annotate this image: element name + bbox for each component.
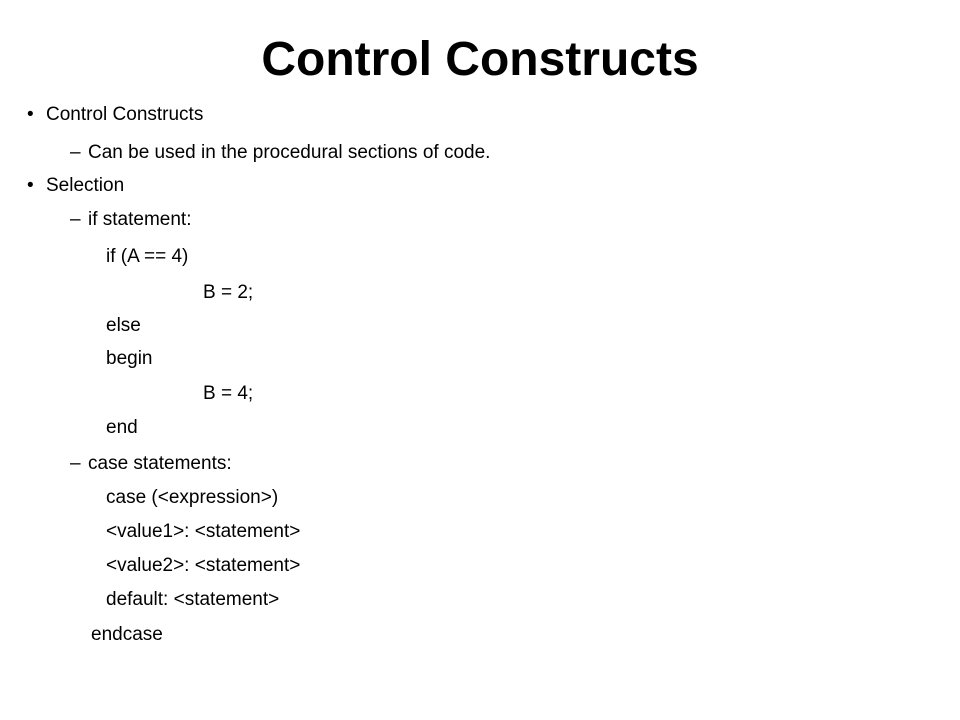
code-line: default: <statement> [106, 589, 280, 610]
code-line: endcase [91, 624, 163, 645]
sub-bullet-if-statement: if statement: [88, 209, 192, 230]
bullet-marker: • [27, 104, 34, 125]
dash-marker: – [70, 209, 81, 230]
dash-marker: – [70, 453, 81, 474]
code-line: begin [106, 348, 153, 369]
bullet-control-constructs: Control Constructs [46, 104, 204, 125]
code-line: case (<expression>) [106, 487, 279, 508]
code-line: <value1>: <statement> [106, 521, 301, 542]
code-line: end [106, 417, 138, 438]
code-line: B = 2; [203, 282, 254, 303]
code-line: B = 4; [203, 383, 254, 404]
dash-marker: – [70, 142, 81, 163]
bullet-selection: Selection [46, 175, 125, 196]
bullet-marker: • [27, 175, 34, 196]
sub-bullet-case-statements: case statements: [88, 453, 232, 474]
slide-title: Control Constructs [261, 33, 699, 86]
code-line: <value2>: <statement> [106, 555, 301, 576]
code-line: else [106, 315, 141, 336]
sub-bullet-procedural-note: Can be used in the procedural sections of code. [88, 142, 491, 163]
code-line: if (A == 4) [106, 246, 189, 267]
